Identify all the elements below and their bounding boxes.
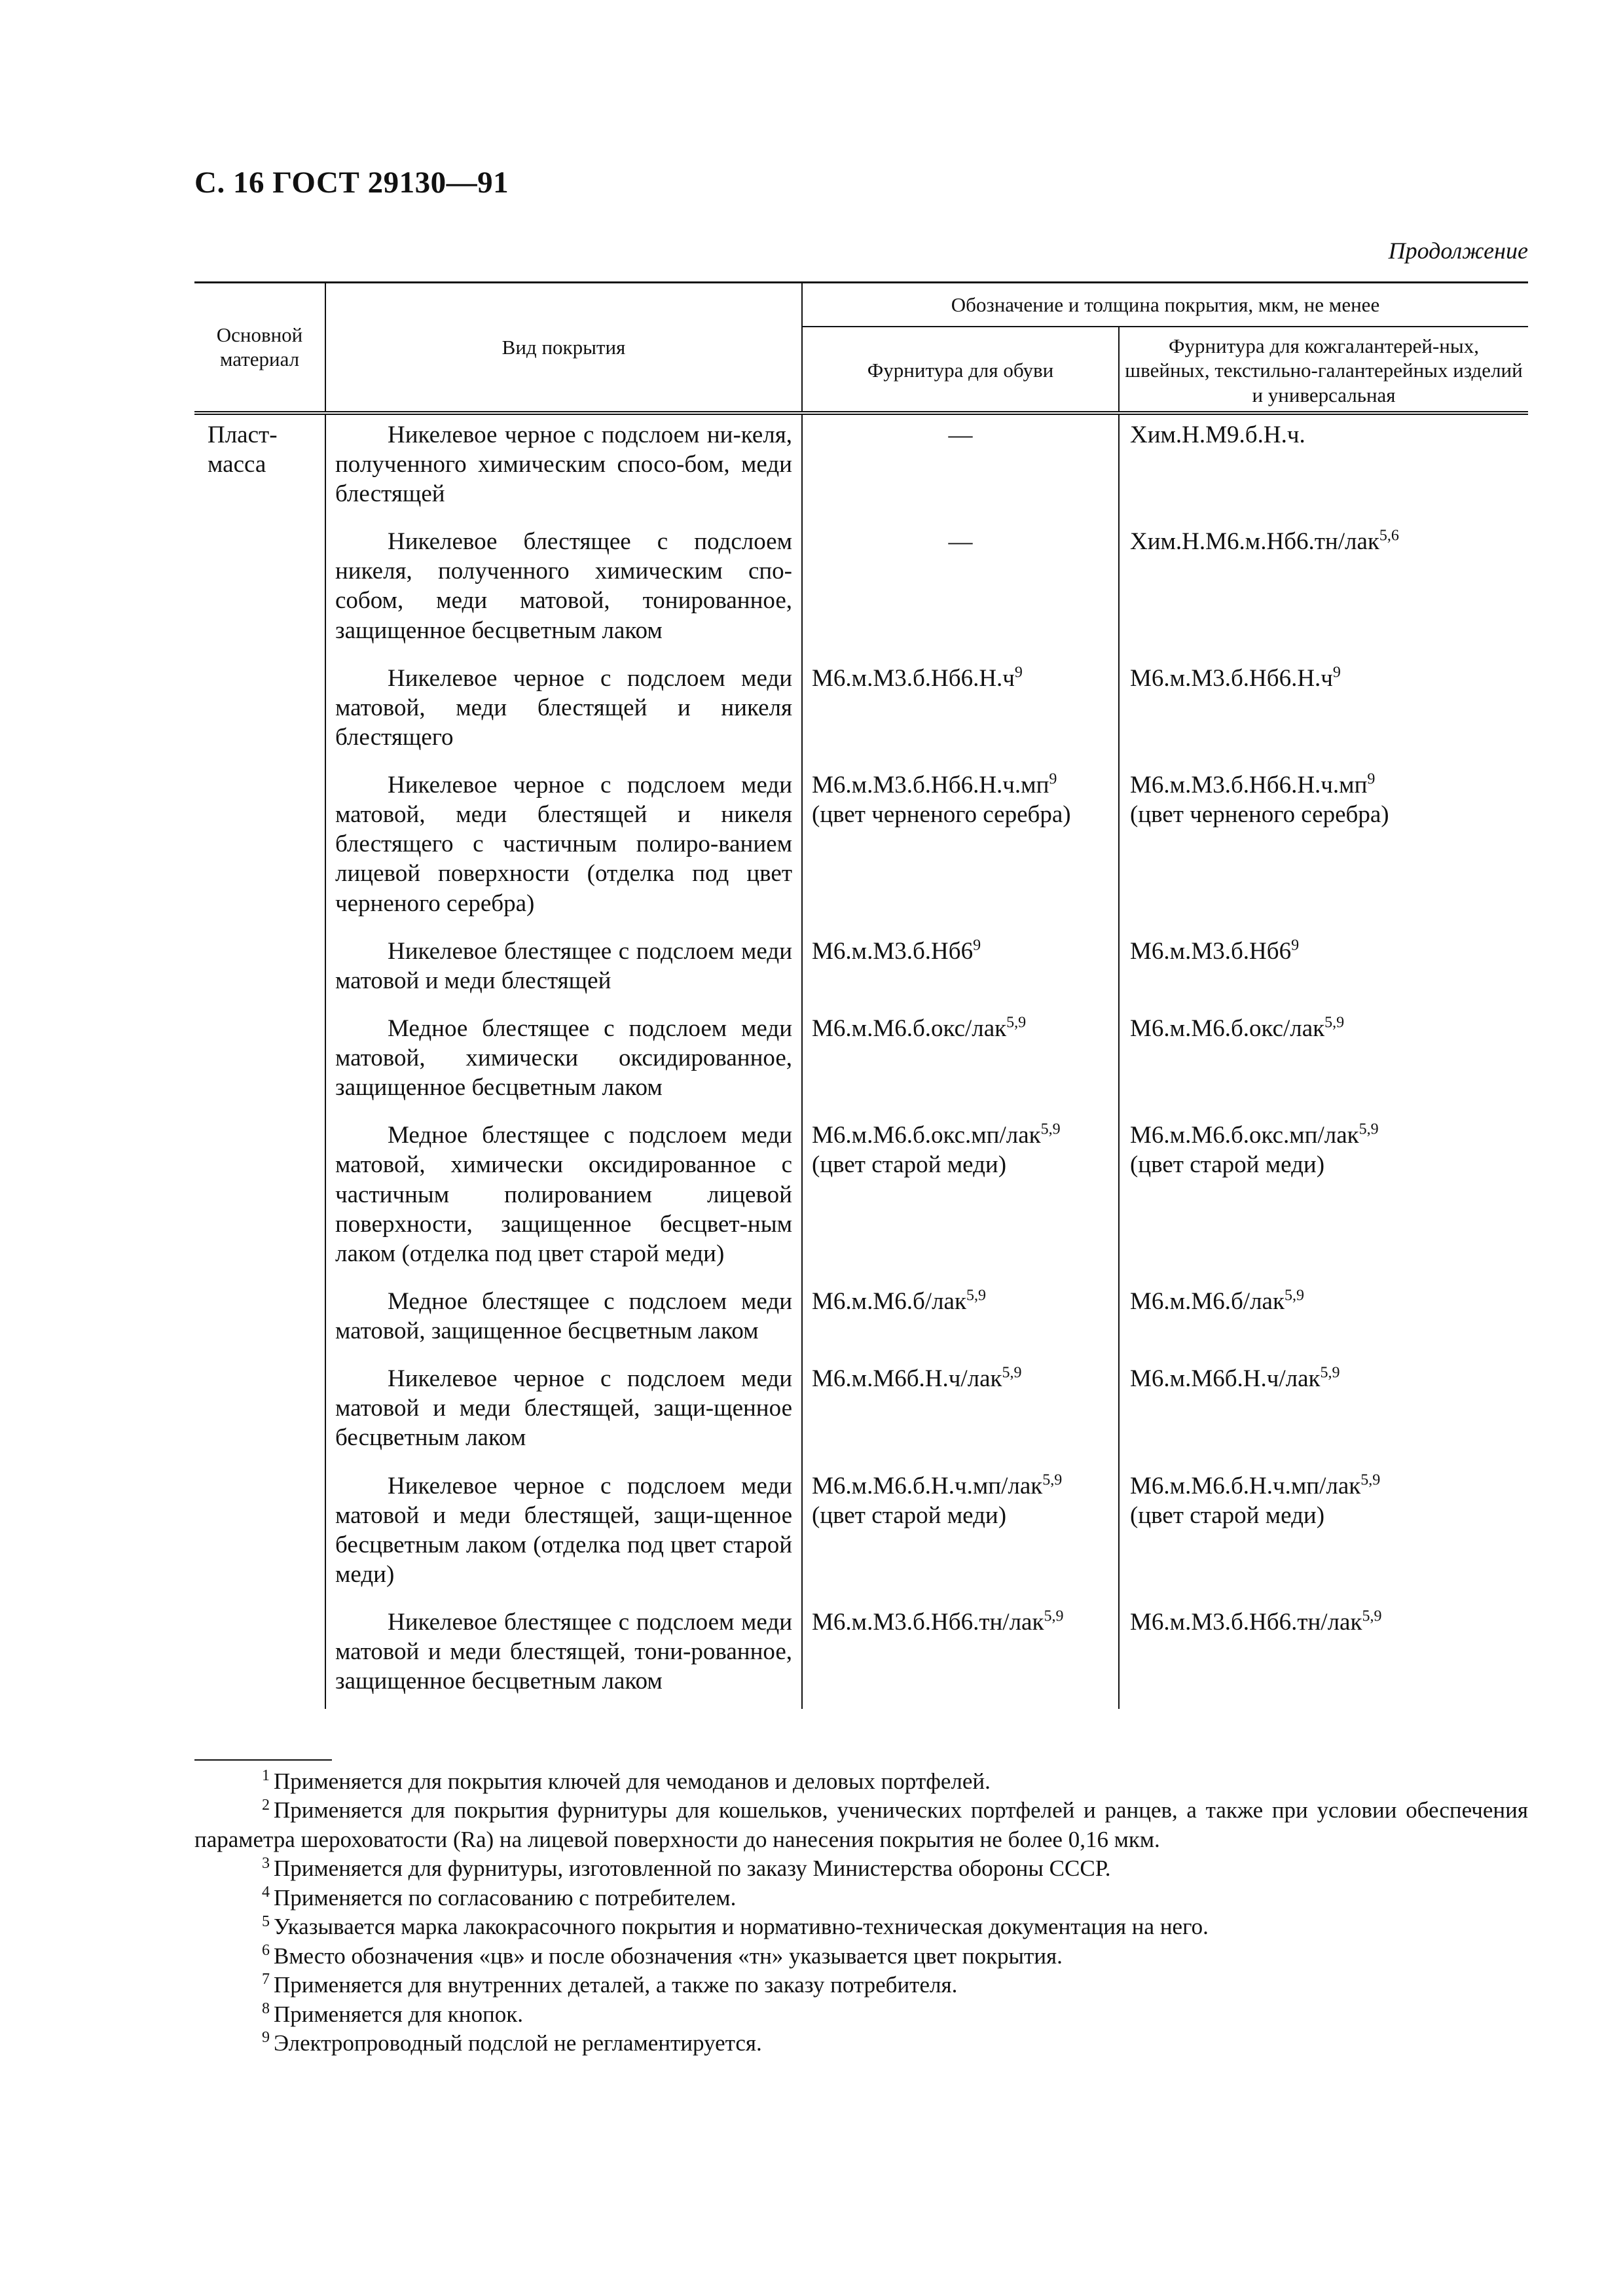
designation-code: — (948, 421, 973, 448)
footnote-item (194, 2000, 1528, 2029)
footnotes (194, 1767, 1528, 2058)
footnote-item (194, 1942, 1528, 1971)
footnote-text: Указывается марка лакокрасочного покрытия и нормативно-техническая документация на него. (274, 1914, 1209, 1940)
designation-code: М6.м.М3.б.Нб6.тн/лак (812, 1609, 1044, 1636)
table-row (194, 1009, 1528, 1115)
header-material: Основной материал (194, 283, 325, 413)
page-title: С. 16 ГОСТ 29130—91 (194, 166, 509, 200)
footnote-ref: 9 (1332, 664, 1341, 681)
footnote-number: 2 (262, 1796, 270, 1814)
table-row (194, 1115, 1528, 1282)
footnote-ref: 5,9 (1040, 1121, 1061, 1138)
shoe-designation-cell (802, 931, 1119, 1009)
coating-text: Никелевое черное с подслоем меди матовой, меди блестящей и никеля блестящего с частичным полиро-ванием лицевой поверхности (отделка под цвет черненого серебра) (335, 772, 792, 917)
designation-note: (цвет старой меди) (1130, 1501, 1325, 1529)
footnote-number: 8 (262, 2000, 270, 2017)
footnote-text: Применяется для кнопок. (274, 2001, 524, 2027)
designation-code: Хим.Н.М9.б.Н.ч. (1130, 421, 1305, 448)
coating-text: Никелевое блестящее с подслоем меди матовой и меди блестящей (335, 937, 792, 994)
footnote-text: Применяется по согласованию с потребителем. (274, 1884, 737, 1910)
footnote-number: 3 (262, 1854, 270, 1872)
designation-code: М6.м.М6.б.окс/лак (1130, 1014, 1325, 1042)
table-row (194, 522, 1528, 658)
designation-note: (цвет старой меди) (812, 1501, 1007, 1529)
designation-code: М6.м.М3.б.Нб6 (1130, 937, 1292, 965)
designation-code: М6.м.М6.б.Н.ч.мп/лак (812, 1472, 1043, 1499)
coating-cell (325, 413, 802, 522)
header-coating: Вид покрытия (325, 283, 802, 413)
designation-code: М6.м.М3.б.Нб6 (812, 937, 974, 965)
designation-code: М6.м.М6.б.окс.мп/лак (1130, 1122, 1359, 1149)
footnote-item (194, 2029, 1528, 2058)
footnote-item (194, 1854, 1528, 1883)
footnote-ref: 5,9 (1002, 1364, 1022, 1382)
designation-code: М6.м.М3.б.Нб6.Н.ч (812, 664, 1015, 692)
universal-designation-cell (1119, 1602, 1528, 1709)
coating-text: Никелевое черное с подслоем ни-келя, полученного химическим спосо-бом, меди блестящей (335, 421, 792, 507)
designation-code: М6.м.М3.б.Нб6.Н.ч.мп (1130, 772, 1368, 798)
universal-designation-cell (1119, 931, 1528, 1009)
footnote-ref: 9 (1367, 770, 1376, 788)
coatings-table (194, 281, 1528, 1709)
table-row (194, 413, 1528, 522)
footnote-number: 7 (262, 1971, 270, 1988)
footnote-ref: 5,6 (1379, 527, 1399, 545)
footnote-ref: 9 (1291, 937, 1300, 954)
universal-designation-cell (1119, 522, 1528, 658)
footnote-ref: 9 (1014, 664, 1023, 681)
footnote-ref: 5,9 (1360, 1471, 1381, 1489)
designation-code: М6.м.М6.б.окс/лак (812, 1014, 1007, 1042)
coating-cell (325, 931, 802, 1009)
shoe-designation-cell (802, 765, 1119, 931)
designation-code: М6.м.М6.б/лак (812, 1287, 966, 1315)
coating-cell (325, 1115, 802, 1282)
shoe-designation-cell (802, 1282, 1119, 1359)
coating-text: Никелевое блестящее с подслоем меди матовой и меди блестящей, тони-рованное, защищенное бесцветным лаком (335, 1609, 792, 1695)
footnote-ref: 5,9 (1362, 1607, 1382, 1625)
coating-text: Медное блестящее с подслоем меди матовой, химически оксидированное, защищенное бесцветным лаком (335, 1014, 792, 1102)
shoe-designation-cell (802, 1466, 1119, 1603)
universal-designation-cell (1119, 413, 1528, 522)
table-row (194, 1602, 1528, 1709)
coating-text: Никелевое блестящее с подслоем никеля, полученного химическим спо-собом, меди матовой, тонированное, защищенное бесцветным лаком (335, 528, 792, 644)
table-row (194, 1282, 1528, 1359)
table-row (194, 658, 1528, 765)
footnote-item (194, 1912, 1528, 1941)
footnote-ref: 9 (973, 937, 981, 954)
footnote-number: 1 (262, 1767, 270, 1785)
continuation-label: Продолжение (1388, 238, 1528, 264)
shoe-designation-cell (802, 1009, 1119, 1115)
table-row (194, 765, 1528, 931)
footnote-text: Применяется для покрытия фурнитуры для кошельков, ученических портфелей и ранцев, а также при условии обеспечения параметра шероховатости (Ra) на лицевой поверхности до нанесения покрытия не более 0,16 мкм. (194, 1797, 1528, 1852)
designation-code: М6.м.М6б.Н.ч/лак (1130, 1365, 1321, 1393)
universal-designation-cell (1119, 1282, 1528, 1359)
coating-text: Никелевое черное с подслоем меди матовой, меди блестящей и никеля блестящего (335, 664, 792, 751)
coating-cell (325, 1466, 802, 1603)
footnote-ref: 9 (1049, 770, 1057, 788)
designation-code: М6.м.М6.б.окс.мп/лак (812, 1122, 1041, 1149)
header-designation-group: Обозначение и толщина покрытия, мкм, не менее (802, 283, 1528, 327)
footnote-item (194, 1796, 1528, 1854)
designation-note: (цвет черненого серебра) (1130, 801, 1389, 829)
table-row (194, 1359, 1528, 1465)
header-universal-fittings: Фурнитура для кожгалантерей-ных, швейных, текстильно-галантерейных изделий и универсальная (1119, 327, 1528, 413)
coating-text: Медное блестящее с подслоем меди матовой, защищенное бесцветным лаком (335, 1287, 792, 1344)
footnote-number: 9 (262, 2029, 270, 2047)
shoe-designation-cell (802, 1602, 1119, 1709)
universal-designation-cell (1119, 765, 1528, 931)
designation-code: М6.м.М3.б.Нб6.тн/лак (1130, 1609, 1362, 1636)
footnote-ref: 5,9 (1006, 1014, 1027, 1031)
footnote-number: 4 (262, 1884, 270, 1901)
universal-designation-cell (1119, 1359, 1528, 1465)
universal-designation-cell (1119, 1466, 1528, 1603)
universal-designation-cell (1119, 658, 1528, 765)
footnote-number: 6 (262, 1941, 270, 1959)
coating-cell (325, 522, 802, 658)
designation-note: (цвет старой меди) (1130, 1151, 1325, 1179)
footnote-ref: 5,9 (1324, 1014, 1345, 1031)
table-header (194, 283, 1528, 413)
coating-cell (325, 1009, 802, 1115)
footnote-ref: 5,9 (1044, 1607, 1064, 1625)
designation-code: Хим.Н.М6.м.Нб6.тн/лак (1130, 528, 1379, 556)
designation-code: М6.м.М3.б.Нб6.Н.ч (1130, 664, 1333, 692)
coating-text: Никелевое черное с подслоем меди матовой и меди блестящей, защи-щенное бесцветным лаком (335, 1365, 792, 1452)
footnote-text: Применяется для покрытия ключей для чемоданов и деловых портфелей. (274, 1768, 991, 1794)
footnote-text: Применяется для фурнитуры, изготовленной по заказу Министерства обороны СССР. (274, 1856, 1111, 1882)
coating-cell (325, 765, 802, 931)
coating-cell (325, 1602, 802, 1709)
footnote-item (194, 1884, 1528, 1912)
footnote-text: Электропроводный подслой не регламентируется. (274, 2030, 762, 2056)
footnote-ref: 5,9 (1359, 1121, 1379, 1138)
footnote-number: 5 (262, 1912, 270, 1930)
shoe-designation-cell (802, 1115, 1119, 1282)
footnote-text: Применяется для внутренних деталей, а также по заказу потребителя. (274, 1972, 958, 1998)
designation-code: М6.м.М3.б.Нб6.Н.ч.мп (812, 772, 1049, 798)
footnote-divider (194, 1759, 332, 1761)
header-shoe-fittings: Фурнитура для обуви (802, 327, 1119, 413)
footnote-ref: 5,9 (1284, 1287, 1304, 1304)
universal-designation-cell (1119, 1115, 1528, 1282)
footnote-ref: 5,9 (1320, 1364, 1340, 1382)
designation-code: М6.м.М6б.Н.ч/лак (812, 1365, 1002, 1393)
material-cell: Пласт-масса (194, 413, 325, 1710)
designation-code: М6.м.М6.б.Н.ч.мп/лак (1130, 1472, 1361, 1499)
designation-note: (цвет старой меди) (812, 1151, 1007, 1179)
coating-cell (325, 1282, 802, 1359)
coating-cell (325, 658, 802, 765)
shoe-designation-cell (802, 658, 1119, 765)
coating-text: Никелевое черное с подслоем меди матовой и меди блестящей, защи-щенное бесцветным лаком (отделка под цвет старой меди) (335, 1472, 792, 1588)
table-row (194, 1466, 1528, 1603)
table-row (194, 931, 1528, 1009)
footnote-item (194, 1767, 1528, 1796)
footnote-ref: 5,9 (1042, 1471, 1063, 1489)
shoe-designation-cell (802, 413, 1119, 522)
designation-code: — (948, 528, 973, 556)
coating-text: Медное блестящее с подслоем меди матовой, химически оксидированное с частичным полированием лицевой поверхности, защищенное бесцвет-ным лаком (отделка под цвет старой меди) (335, 1122, 792, 1267)
shoe-designation-cell (802, 1359, 1119, 1465)
footnote-text: Вместо обозначения «цв» и после обозначения «тн» указывается цвет покрытия. (274, 1943, 1063, 1969)
footnote-item (194, 1971, 1528, 2000)
table-body (194, 413, 1528, 1710)
designation-note: (цвет черненого серебра) (812, 801, 1071, 829)
shoe-designation-cell (802, 522, 1119, 658)
coating-cell (325, 1359, 802, 1465)
designation-code: М6.м.М6.б/лак (1130, 1287, 1285, 1315)
universal-designation-cell (1119, 1009, 1528, 1115)
footnote-ref: 5,9 (966, 1287, 986, 1304)
